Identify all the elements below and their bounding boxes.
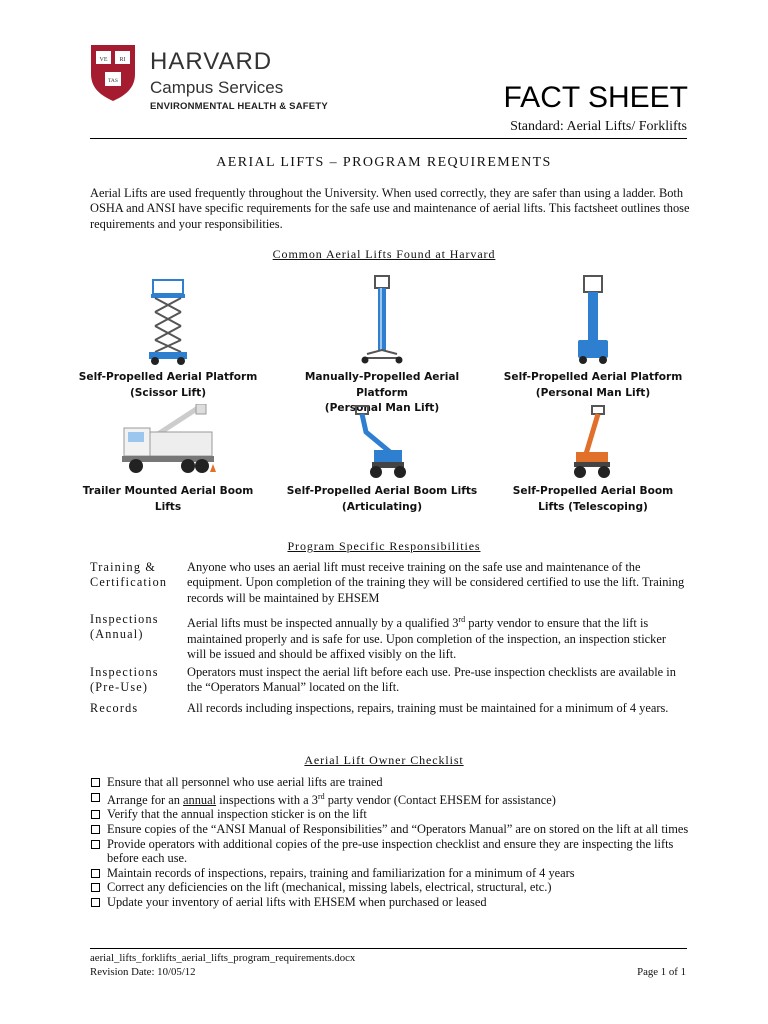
checkbox-icon [91,810,100,819]
checkbox-icon [91,825,100,834]
checklist-item: Update your inventory of aerial lifts with EHSEM when purchased or leased [90,895,690,910]
org-name: HARVARD [150,48,273,75]
articulating-boom-lift-image [352,404,412,480]
page-title: AERIAL LIFTS – PROGRAM REQUIREMENTS [216,155,552,170]
lift-label-line1: Self-Propelled Aerial Boom [512,485,674,497]
responsibility-description: Anyone who uses an aerial lift must receive training on the safe use and maintenance of the equipment. Upon completion of the training they will be considered certified to use the lift. Training records will be maintained by EHSEM [187,560,685,605]
checklist-item: Maintain records of inspections, repairs, training and familiarization for a minimum of 4 years [90,866,690,881]
lift-card-trailer-boom [68,404,268,515]
responsibility-term: Inspections (Pre-Use) [90,665,159,695]
lift-card-scissor [68,278,268,401]
checklist-item: Provide operators with additional copies of the pre-use inspection checklist and ensure they are inspecting the lifts before each use. [90,837,690,866]
svg-text:TAS: TAS [108,78,118,84]
svg-text:VE: VE [99,57,108,63]
checklist-item: Arrange for an annual inspections with a 3rd party vendor (Contact EHSEM for assistance) [90,790,690,808]
lift-label-line1: Self-Propelled Aerial Boom Lifts [286,485,478,497]
lift-card-manual-man-lift [282,274,482,417]
lift-card-articulating-boom [282,404,482,515]
lift-label-line2: Lifts [154,500,182,513]
lift-label-line2: (Scissor Lift) [129,386,207,399]
telescoping-boom-lift-image [568,404,618,480]
responsibility-term: Inspections (Annual) [90,612,159,642]
responsibilities-heading: Program Specific Responsibilities [287,539,481,553]
responsibility-term: Records [90,701,139,715]
footer-filename: aerial_lifts_forklifts_aerial_lifts_program_requirements.docx [90,952,356,964]
header-divider [90,138,687,139]
harvard-shield-logo [90,44,136,102]
responsibility-description: Operators must inspect the aerial lift before each use. Pre-use inspection checklists are available in the “Operators Manual” located on the lift. [187,665,676,695]
org-subtitle: Campus Services [150,78,284,97]
lift-label-line2: (Articulating) [341,500,423,513]
checklist-item: Ensure that all personnel who use aerial lifts are trained [90,775,690,790]
checkbox-icon [91,793,100,802]
intro-paragraph: Aerial Lifts are used frequently throughout the University. When used correctly, they are safer than using a ladder. Both OSHA and ANSI have specific requirements for the safe use and maintenance of aerial lifts. This factsheet outlines those requirements and your responsibilities. [90,186,690,231]
footer-revision-date: Revision Date: 10/05/12 [90,966,196,978]
org-department: ENVIRONMENTAL HEALTH & SAFETY [150,101,328,112]
checklist-item: Correct any deficiencies on the lift (mechanical, missing labels, electrical, structural, etc.) [90,880,690,895]
lift-label-line1: Trailer Mounted Aerial Boom [82,485,254,497]
self-propelled-man-lift-image [568,274,618,366]
checklist-heading: Aerial Lift Owner Checklist [304,753,464,767]
checklist-item: Ensure copies of the “ANSI Manual of Responsibilities” and “Operators Manual” are on stored on the lift at all times [90,822,690,837]
checkbox-icon [91,778,100,787]
standard-label: Standard: Aerial Lifts/ Forklifts [510,119,687,134]
checkbox-icon [91,883,100,892]
lifts-heading: Common Aerial Lifts Found at Harvard [272,247,496,261]
checkbox-icon [91,898,100,907]
responsibility-description: Aerial lifts must be inspected annually by a qualified 3rd party vendor to ensure that the lift is maintained properly and is safe for use. Upon completion of the inspection, an inspection sticker will be issued and should be affixed visibly on the lift. [187,615,666,661]
lift-label-line1: Self-Propelled Aerial Platform [503,371,683,383]
lift-label-line2: (Personal Man Lift) [535,386,651,399]
owner-checklist [90,775,690,909]
trailer-boom-lift-image [118,404,218,480]
lift-label-line2: Lifts (Telescoping) [538,500,648,513]
svg-text:RI: RI [119,57,126,63]
responsibility-description: All records including inspections, repairs, training must be maintained for a minimum of 4 years. [187,701,669,715]
manual-man-lift-image [357,274,407,366]
lift-label-line2: (Personal Man Lift) [324,402,440,414]
scissor-lift-image [143,278,193,366]
lift-label-line1: Self-Propelled Aerial Platform [78,371,258,383]
responsibility-term: Training & Certification [90,560,168,590]
checklist-item: Verify that the annual inspection sticker is on the lift [90,807,690,822]
lift-label-line1: Manually-Propelled Aerial Platform [304,371,460,399]
lift-card-telescoping-boom [493,404,693,515]
checkbox-icon [91,840,100,849]
lift-card-self-propelled-man-lift [493,274,693,401]
checkbox-icon [91,869,100,878]
footer-page-number: Page 1 of 1 [637,966,686,978]
document-type: FACT SHEET [503,81,688,114]
footer-divider [90,948,687,949]
